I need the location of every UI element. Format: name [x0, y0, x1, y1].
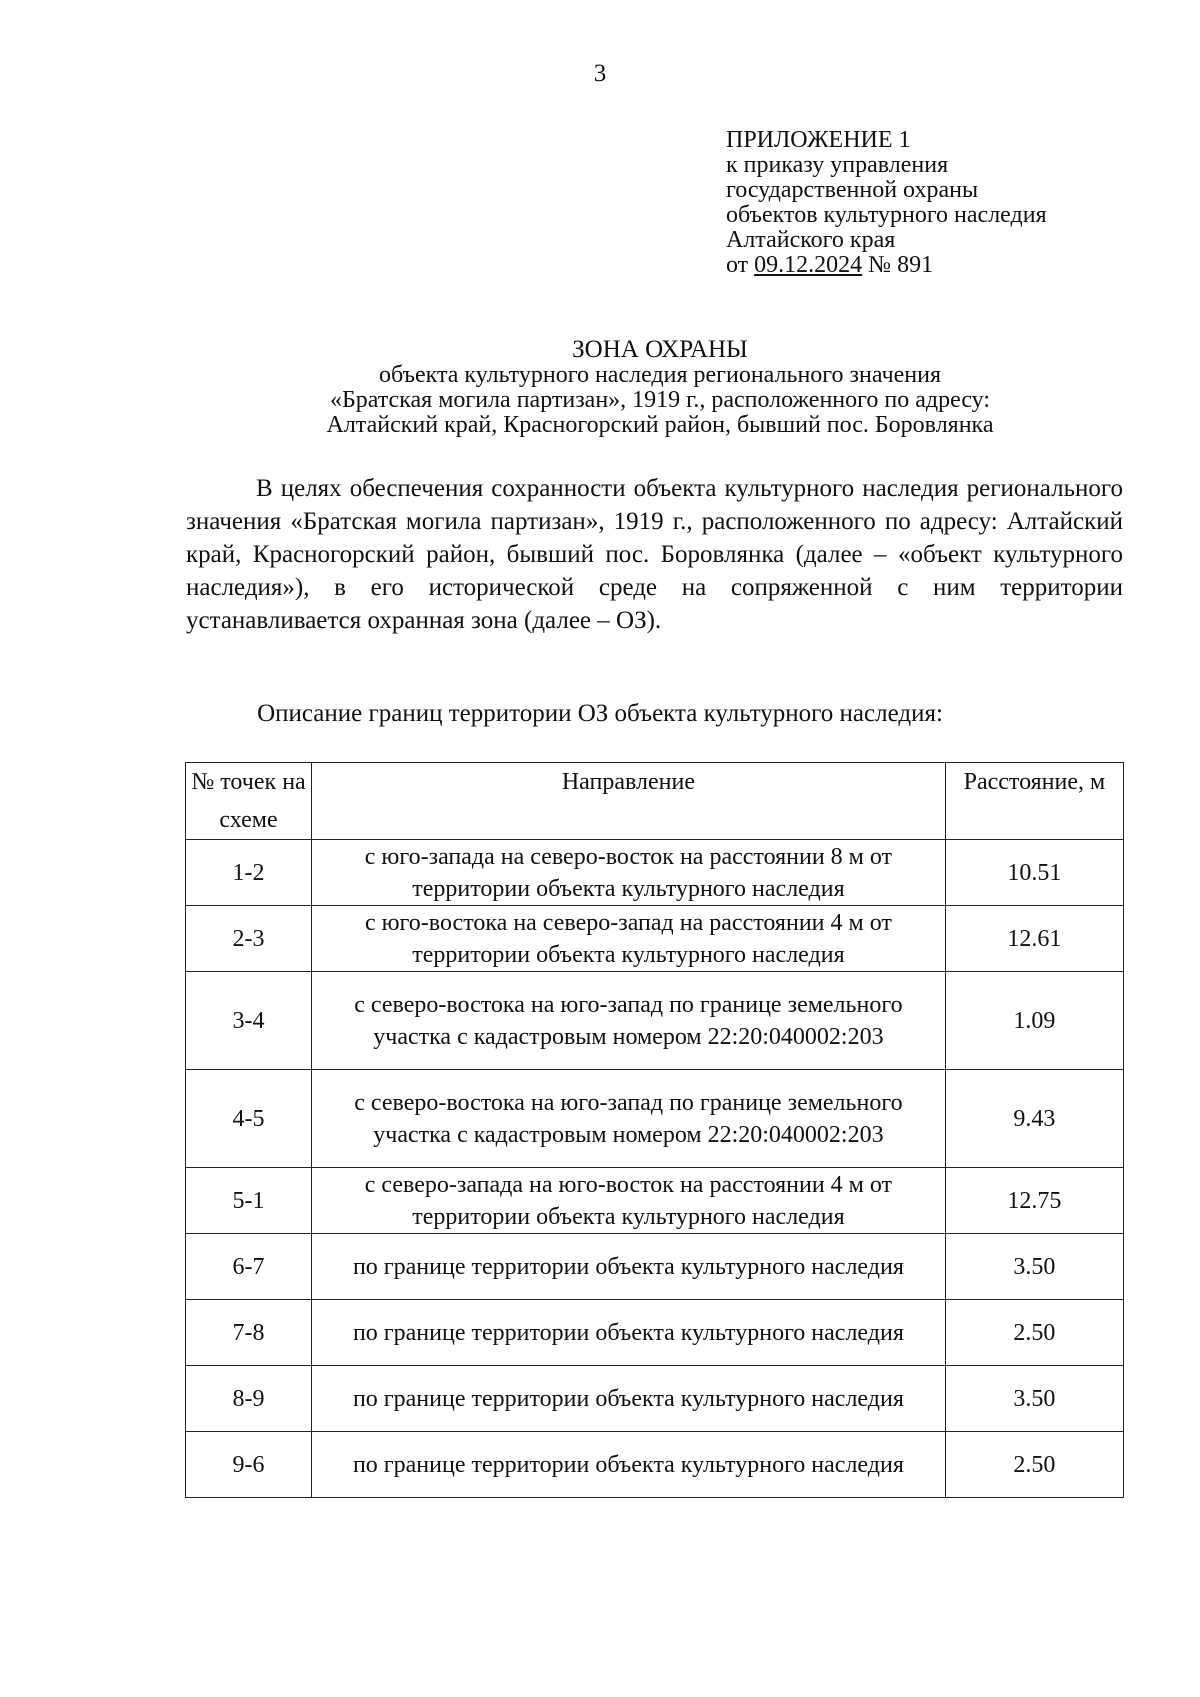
appendix-line: Алтайского края [726, 227, 896, 253]
cell-direction: по границе территории объекта культурного наследия [312, 1234, 946, 1300]
cell-points: 1-2 [186, 840, 312, 906]
table-row [186, 1234, 1124, 1300]
appendix-line: к приказу управления [726, 152, 949, 178]
table-row [186, 1300, 1124, 1366]
header-points: № точек на схеме [186, 763, 312, 840]
header-direction: Направление [312, 763, 946, 840]
document-title: ЗОНА ОХРАНЫ [572, 336, 748, 363]
table-row [186, 906, 1124, 972]
cell-distance: 3.50 [945, 1366, 1123, 1432]
cell-points: 7-8 [186, 1300, 312, 1366]
cell-distance: 3.50 [945, 1234, 1123, 1300]
date-prefix: от [726, 252, 755, 278]
cell-direction: с северо-запада на юго-восток на расстоянии 4 м от территории объекта культурного наследия [312, 1168, 946, 1234]
table-row [186, 1432, 1124, 1498]
table-header-row [186, 763, 1124, 840]
boundaries-table [185, 762, 1124, 1498]
cell-distance: 10.51 [945, 840, 1123, 906]
document-heading [180, 337, 1140, 438]
table-row [186, 840, 1124, 906]
appendix-line: объектов культурного наследия [726, 202, 1047, 228]
cell-distance: 9.43 [945, 1070, 1123, 1168]
cell-direction: с северо-востока на юго-запад по границе земельного участка с кадастровым номером 22:20:040002:203 [312, 1070, 946, 1168]
appendix-date-line [726, 253, 1047, 278]
cell-distance: 12.75 [945, 1168, 1123, 1234]
heading-line: «Братская могила партизан», 1919 г., расположенного по адресу: [329, 387, 991, 413]
intro-paragraph: В целях обеспечения сохранности объекта культурного наследия регионального значения «Братская могила партизан», 1919 г., расположенного по адресу: Алтайский край, Красногорский район, бывший пос. Боровлянка (далее – «объект культурного наследия»), в его исторической среде на сопряженной с ним территории устанавливается охранная зона (далее – ОЗ). [186, 475, 1123, 634]
heading-line: объекта культурного наследия регионального значения [378, 362, 942, 388]
header-distance: Расстояние, м [945, 763, 1123, 840]
cell-direction: по границе территории объекта культурного наследия [312, 1432, 946, 1498]
cell-direction: с юго-востока на северо-запад на расстоянии 4 м от территории объекта культурного наследия [312, 906, 946, 972]
appendix-block [726, 128, 1047, 278]
appendix-line: государственной охраны [726, 177, 979, 203]
order-number: № 891 [862, 252, 934, 278]
table-row [186, 972, 1124, 1070]
cell-points: 6-7 [186, 1234, 312, 1300]
order-date: 09.12.2024 [754, 252, 863, 278]
cell-distance: 1.09 [945, 972, 1123, 1070]
table-row [186, 1168, 1124, 1234]
cell-points: 9-6 [186, 1432, 312, 1498]
cell-points: 2-3 [186, 906, 312, 972]
cell-distance: 12.61 [945, 906, 1123, 972]
cell-points: 3-4 [186, 972, 312, 1070]
heading-line: Алтайский край, Красногорский район, бывший пос. Боровлянка [326, 412, 994, 438]
table-caption: Описание границ территории ОЗ объекта культурного наследия: [257, 700, 943, 727]
table-row [186, 1366, 1124, 1432]
cell-points: 4-5 [186, 1070, 312, 1168]
page-number: 3 [593, 60, 607, 87]
cell-direction: с северо-востока на юго-запад по границе земельного участка с кадастровым номером 22:20:040002:203 [312, 972, 946, 1070]
cell-direction: по границе территории объекта культурного наследия [312, 1300, 946, 1366]
cell-direction: с юго-запада на северо-восток на расстоянии 8 м от территории объекта культурного наследия [312, 840, 946, 906]
cell-points: 8-9 [186, 1366, 312, 1432]
cell-direction: по границе территории объекта культурного наследия [312, 1366, 946, 1432]
cell-distance: 2.50 [945, 1300, 1123, 1366]
cell-points: 5-1 [186, 1168, 312, 1234]
table-row [186, 1070, 1124, 1168]
cell-distance: 2.50 [945, 1432, 1123, 1498]
appendix-title: ПРИЛОЖЕНИЕ 1 [726, 127, 911, 153]
